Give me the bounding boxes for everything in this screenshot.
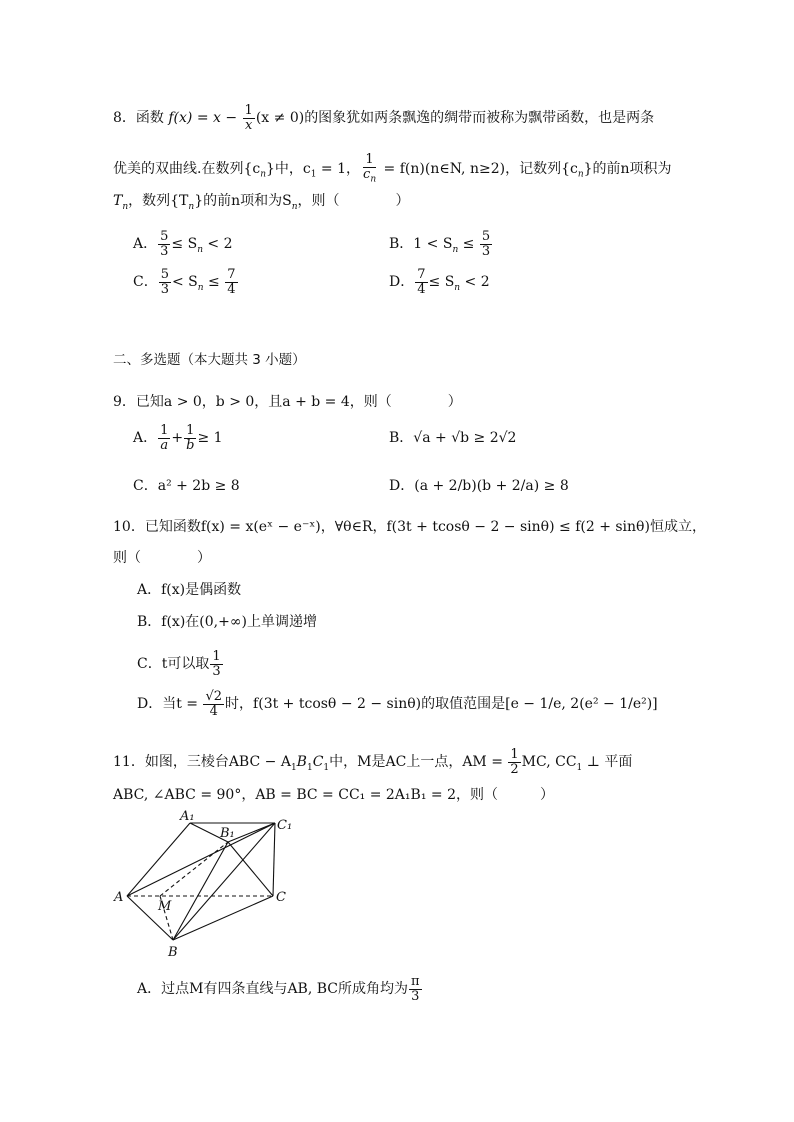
q10-option-a[interactable]: A．f(x)是偶函数 [137,582,242,598]
q8-cond: (x ≠ 0) [255,110,305,127]
q10-option-c[interactable]: C．t可以取 $\frac{1}{3}$ [137,649,221,679]
label-a: A [114,890,124,905]
frustum-figure [110,810,310,960]
q8-func: f(x) = x − [168,110,242,127]
q8-l3: T [113,193,123,209]
label-c1: C₁ [277,818,293,833]
q10-option-d[interactable]: D．当t = $\frac{√2}{4}$ 时，f(3t + tcosθ − 2 − sinθ)的取值范围是[e − 1/e, 2(e² − 1/e²)] [137,689,658,719]
q8-line3: $T_n$，数列$\{T_n\}$的前n项和为$S_n$，则（ ） [113,193,410,212]
q8-l2d: = f(n)(n∈N, n≥2)，记数列{c [379,160,578,177]
q8-option-b[interactable]: B．$1 < S_n$ ≤ $\frac{5}{3}$ [389,229,491,259]
edge-bc [173,896,273,940]
label-m: M [158,899,172,914]
q9-option-b[interactable]: B．√a + √b ≥ 2√2 [389,430,517,446]
q8-l3c: }的前n项和为S [194,193,292,209]
line-ac1 [127,823,275,896]
q8-option-c[interactable]: C． $\frac{5}{3}$ < $S_n$ ≤ $\frac{7}{4}$ [133,267,236,297]
q8-text: 函数 [135,110,164,127]
q8-number: 8． [113,110,136,127]
q8-option-d[interactable]: D． $\frac{7}{4}$ ≤ $S_n < 2$ [389,267,490,297]
q9-option-d[interactable]: D．(a + 2/b)(b + 2/a) ≥ 8 [389,478,569,494]
q8-option-a[interactable]: A． $\frac{5}{3}$ ≤ $S_n < 2$ [133,229,233,259]
q8-line2: 优美的双曲线.在数列$\{c_n\}$中，$c_1 = 1$， $\frac{1}{c_n}$ = f(n)(n∈N, n≥2)，记数列$\{c_n\}$的前n项积为 [113,152,672,185]
label-a1: A₁ [180,810,195,824]
q10-stem-line1: 10．已知函数f(x) = x(eˣ − e⁻ˣ)，∀θ∈R，f(3t + tcosθ − 2 − sinθ) ≤ f(2 + sinθ)恒成立， [113,519,706,535]
q8-l3d: ，则（ ） [297,193,410,209]
q9-stem: 9．已知a > 0，b > 0，且a + b = 4，则（ ） [113,394,462,410]
label-b: B [168,945,178,960]
section-heading: 二、多选题（本大题共 3 小题） [113,352,306,368]
q10-option-b[interactable]: B．f(x)在(0,+∞)上单调递增 [137,614,317,630]
q11-stem-line2: ABC, ∠ABC = 90°，AB = BC = CC₁ = 2A₁B₁ = 2，则（ ） [113,787,554,803]
q8-l2e: }的前n项积为 [583,160,672,177]
q8-l2b: }中，c [266,160,311,177]
q10-stem-line2: 则（ ） [113,550,211,566]
frac-1-over-cn: $\frac{1}{c_n}$ [363,152,377,185]
q8-line1 [113,104,654,132]
q8-text-b: 的图象犹如两条飘逸的绸带而被称为飘带函数，也是两条 [304,110,655,127]
q11-stem-line1: 11．如图，三棱台ABC − $A_1B_1C_1$中，M是AC上一点，AM = $\frac{1}{2}$ MC, $CC_1$ ⊥ 平面 [113,747,633,777]
q11-option-a[interactable]: A．过点M有四条直线与AB, BC所成角均为 $\frac{\pi}{3}$ [137,974,420,1004]
q9-option-a[interactable]: A． $\frac{1}{a}$ + $\frac{1}{b}$ ≥ 1 [133,423,223,453]
edge-b1c1 [228,823,275,842]
label-c: C [276,890,286,905]
q9-option-c[interactable]: C．a² + 2b ≥ 8 [133,478,240,494]
q8-l2c: = 1， [316,160,361,177]
frac-1-over-x: $\frac{1}{x}$ [244,103,253,133]
label-b1: B₁ [220,826,235,841]
q8-l3b: ，数列{T [128,193,189,209]
edge-aa1 [127,823,190,896]
edge-bb1 [173,842,228,940]
q8-l2a: 优美的双曲线.在数列{c [113,160,261,177]
edge-cc1 [273,823,275,896]
